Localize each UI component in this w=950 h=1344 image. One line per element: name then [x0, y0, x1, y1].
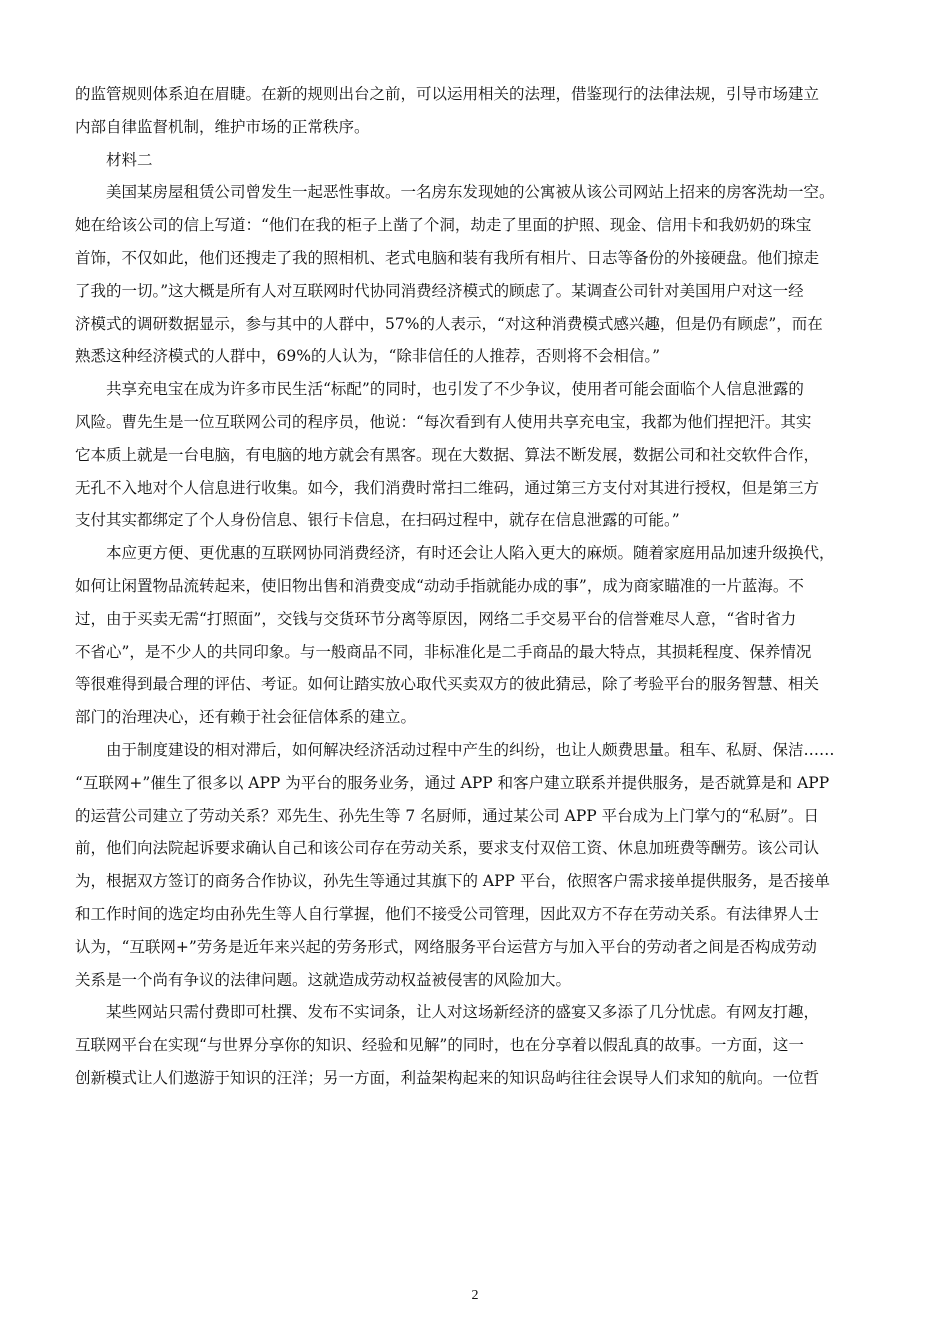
text-line: 部门的治理决心，还有赖于社会征信体系的建立。 [75, 708, 417, 727]
text-line: 的监管规则体系迫在眉睫。在新的规则出台之前，可以运用相关的法理，借鉴现行的法律法规，引导市场建立 [75, 85, 820, 103]
text-line: 互联网平台在实现“与世界分享你的知识、经验和见解”的同时，也在分享着以假乱真的故事。一方面，这一 [75, 1036, 804, 1055]
paragraph-5 [75, 734, 905, 996]
text-line: 某些网站只需付费即可杜撰、发布不实词条，让人对这场新经济的盛宴又多添了几分忧虑。有网友打趣， [106, 1003, 820, 1022]
text-line: 的运营公司建立了劳动关系？邓先生、孙先生等 7 名厨师，通过某公司 APP 平台成为上门掌勺的“私厨”。日 [75, 806, 819, 825]
page-number: 2 [471, 1288, 479, 1303]
text-line: 创新模式让人们遨游于知识的汪洋；另一方面，利益架构起来的知识岛屿往往会误导人们求知的航向。一位哲 [75, 1068, 820, 1087]
text-line: 支付其实都绑定了个人身份信息、银行卡信息，在扫码过程中，就存在信息泄露的可能。” [75, 511, 680, 530]
text-line: 它本质上就是一台电脑，有电脑的地方就会有黑客。现在大数据、算法不断发展，数据公司和社交软件合作， [75, 445, 820, 464]
text-line: 认为，“互联网+”劳务是近年来兴起的劳务形式，网络服务平台运营方与加入平台的劳动者之间是否构成劳动 [75, 937, 817, 956]
section-heading [75, 144, 905, 177]
text-line: 由于制度建设的相对滞后，如何解决经济活动过程中产生的纠纷，也让人颇费思量。租车、私厨、保洁…… [106, 740, 835, 759]
text-line: 为，根据双方签订的商务合作协议，孙先生等通过其旗下的 APP 平台，依照客户需求接单提供服务，是否接单 [75, 872, 830, 891]
material-two-heading: 材料二 [106, 150, 153, 169]
document-body [75, 78, 905, 1095]
paragraph-6 [75, 996, 905, 1094]
text-line: 美国某房屋租赁公司曾发生一起恶性事故。一名房东发现她的公寓被从该公司网站上招来的房客洗劫一空。 [106, 183, 835, 202]
text-line: 风险。曹先生是一位互联网公司的程序员，他说：“每次看到有人使用共享充电宝，我都为他们捏把汗。其实 [75, 412, 812, 431]
text-line: 前，他们向法院起诉要求确认自己和该公司存在劳动关系，要求支付双倍工资、休息加班费等酬劳。该公司认 [75, 839, 820, 858]
text-line: 等很难得到最合理的评估、考证。如何让踏实放心取代买卖双方的彼此猜忌，除了考验平台的服务智慧、相关 [75, 675, 820, 694]
text-line: 共享充电宝在成为许多市民生活“标配”的同时，也引发了不少争议，使用者可能会面临个人信息泄露的 [106, 380, 804, 399]
text-line: 了我的一切。”这大概是所有人对互联网时代协同消费经济模式的顾虑了。某调查公司针对美国用户对这一经 [75, 281, 804, 300]
text-line: 如何让闲置物品流转起来，使旧物出售和消费变成“动动手指就能办成的事”，成为商家瞄准的一片蓝海。不 [75, 576, 804, 595]
paragraph-3 [75, 373, 905, 537]
paragraph-2 [75, 176, 905, 373]
paragraph-4 [75, 537, 905, 734]
text-line: 不省心”，是不少人的共同印象。与一般商品不同，非标准化是二手商品的最大特点，其损耗程度、保养情况 [75, 642, 812, 661]
text-line: 熟悉这种经济模式的人群中，69%的人认为，“除非信任的人推荐，否则将不会相信。” [75, 347, 661, 366]
text-line: 过，由于买卖无需“打照面”，交钱与交货环节分离等原因，网络二手交易平台的信誉难尽人意，“省时省力 [75, 609, 797, 628]
text-line: 关系是一个尚有争议的法律问题。这就造成劳动权益被侵害的风险加大。 [75, 970, 572, 989]
text-line: “互联网+”催生了很多以 APP 为平台的服务业务，通过 APP 和客户建立联系并提供服务，是否就算是和 APP [75, 773, 830, 792]
text-line: 无孔不入地对个人信息进行收集。如今，我们消费时常扫二维码，通过第三方支付对其进行授权，但是第三方 [75, 478, 820, 497]
text-line: 首饰，不仅如此，他们还搜走了我的照相机、老式电脑和装有我所有相片、日志等备份的外接硬盘。他们掠走 [75, 248, 820, 267]
text-line: 济模式的调研数据显示，参与其中的人群中，57%的人表示，“对这种消费模式感兴趣，但是仍有顾虑”，而在 [75, 314, 823, 333]
paragraph-1 [75, 78, 905, 144]
text-line: 本应更方便、更优惠的互联网协同消费经济，有时还会让人陷入更大的麻烦。随着家庭用品加速升级换代， [106, 544, 835, 563]
text-line: 和工作时间的选定均由孙先生等人自行掌握，他们不接受公司管理，因此双方不存在劳动关系。有法律界人士 [75, 904, 820, 923]
text-line: 内部自律监督机制，维护市场的正常秩序。 [75, 117, 370, 136]
text-line: 她在给该公司的信上写道：“他们在我的柜子上凿了个洞，劫走了里面的护照、现金、信用卡和我奶奶的珠宝 [75, 216, 812, 235]
